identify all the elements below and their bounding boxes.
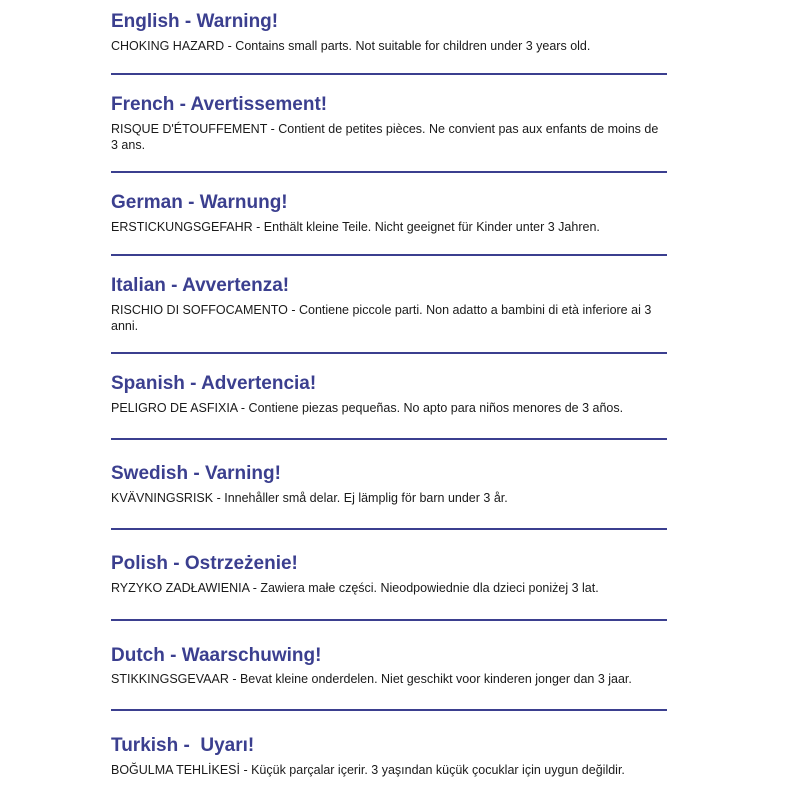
section-divider — [111, 254, 667, 256]
section-divider — [111, 528, 667, 530]
section-text-spanish: PELIGRO DE ASFIXIA - Contiene piezas pequeñas. No apto para niños menores de 3 años. — [111, 401, 624, 415]
section-divider — [111, 438, 667, 440]
section-text-swedish: KVÄVNINGSRISK - Innehåller små delar. Ej lämplig för barn under 3 år. — [111, 491, 508, 505]
section-heading-dutch: Dutch - Waarschuwing! — [111, 645, 322, 666]
section-divider — [111, 171, 667, 173]
section-heading-turkish: Turkish - Uyarı! — [111, 735, 255, 756]
section-divider — [111, 352, 667, 354]
section-heading-french: French - Avertissement! — [111, 94, 328, 115]
section-heading-swedish: Swedish - Varning! — [111, 463, 281, 484]
section-divider — [111, 619, 667, 621]
section-text-polish: RYZYKO ZADŁAWIENIA - Zawiera małe części. Nieodpowiednie dla dzieci poniżej 3 lat. — [111, 581, 599, 595]
section-text-german: ERSTICKUNGSGEFAHR - Enthält kleine Teile. Nicht geeignet für Kinder unter 3 Jahren. — [111, 220, 600, 234]
section-text-english: CHOKING HAZARD - Contains small parts. Not suitable for children under 3 years old. — [111, 39, 591, 53]
section-heading-spanish: Spanish - Advertencia! — [111, 373, 317, 394]
section-text-dutch: STIKKINGSGEVAAR - Bevat kleine onderdelen. Niet geschikt voor kinderen jonger dan 3 jaar. — [111, 672, 632, 686]
section-heading-german: German - Warnung! — [111, 192, 288, 213]
section-text-italian: RISCHIO DI SOFFOCAMENTO - Contiene piccole parti. Non adatto a bambini di età inferiore ai 3 anni. — [111, 303, 652, 333]
section-divider — [111, 709, 667, 711]
section-heading-english: English - Warning! — [111, 11, 279, 32]
section-heading-italian: Italian - Avvertenza! — [111, 275, 290, 296]
section-text-french: RISQUE D'ÉTOUFFEMENT - Contient de petites pièces. Ne convient pas aux enfants de moins de 3 ans. — [111, 122, 659, 152]
section-heading-polish: Polish - Ostrzeżenie! — [111, 553, 298, 574]
section-divider — [111, 73, 667, 75]
section-text-turkish: BOĞULMA TEHLİKESİ - Küçük parçalar içerir. 3 yaşından küçük çocuklar için uygun değildir. — [111, 763, 625, 777]
